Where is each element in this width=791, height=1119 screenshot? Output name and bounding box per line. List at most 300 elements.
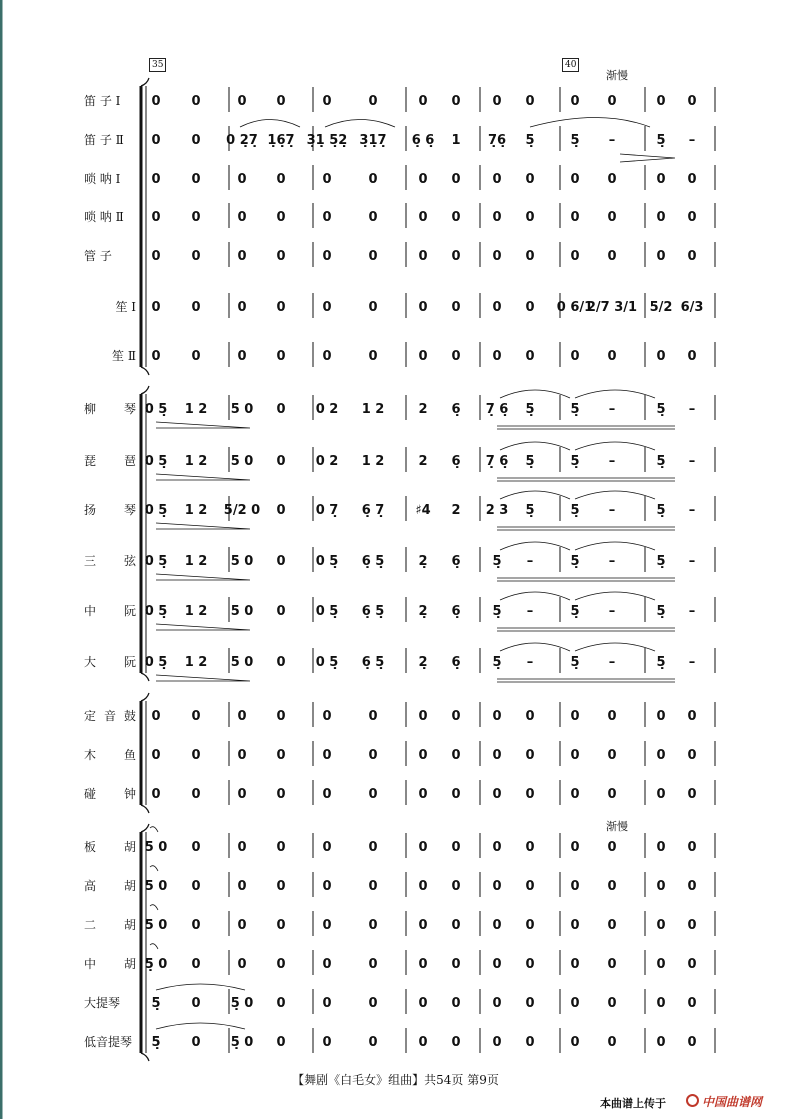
note-cell: 0 bbox=[191, 918, 201, 933]
note-cell: 0 bbox=[368, 94, 378, 109]
note-cell: 0 bbox=[276, 300, 286, 315]
note-cell: 5 0 bbox=[230, 604, 254, 619]
note-cell: 0 bbox=[368, 957, 378, 972]
note-cell: 5̣ bbox=[656, 503, 666, 518]
note-cell: 5̣ 0 bbox=[230, 1035, 254, 1050]
note-cell: 0 bbox=[451, 840, 461, 855]
note-cell: 0 bbox=[237, 349, 247, 364]
note-cell: 3̣1̣ 5̣2̣ bbox=[306, 133, 348, 148]
note-cell: – bbox=[608, 554, 616, 569]
note-cell: 0 6/1 bbox=[556, 300, 594, 315]
note-cell: 5 0 bbox=[144, 840, 168, 855]
note-cell: 0 bbox=[276, 210, 286, 225]
note-cell: 0 bbox=[237, 957, 247, 972]
note-cell: 6̣ bbox=[451, 454, 461, 469]
note-cell: 0 bbox=[570, 748, 580, 763]
note-cell: 5̣ bbox=[570, 503, 580, 518]
note-cell: 0 bbox=[151, 172, 161, 187]
note-cell: 0 bbox=[607, 210, 617, 225]
note-cell: 0 bbox=[151, 349, 161, 364]
note-cell: 0 bbox=[687, 1035, 697, 1050]
note-cell: 0 bbox=[276, 787, 286, 802]
note-cell: 0 bbox=[492, 210, 502, 225]
note-cell: 5̣ bbox=[570, 554, 580, 569]
note-cell: 0 bbox=[368, 748, 378, 763]
measure-number-35: 35 bbox=[149, 58, 166, 72]
instrument-name: 笛 子 Ⅰ bbox=[84, 94, 121, 108]
note-cell: 0 bbox=[687, 172, 697, 187]
note-cell: 0 bbox=[237, 94, 247, 109]
note-cell: 0 bbox=[418, 94, 428, 109]
note-cell: 0 bbox=[368, 879, 378, 894]
instrument-name: 碰 钟 bbox=[84, 787, 136, 801]
note-cell: 0 bbox=[151, 748, 161, 763]
note-cell: 0 bbox=[525, 840, 535, 855]
instrument-name: 笛 子 Ⅱ bbox=[84, 133, 124, 147]
note-cell: 0 bbox=[322, 300, 332, 315]
note-cell: 0 bbox=[656, 879, 666, 894]
note-cell: 0 bbox=[656, 787, 666, 802]
note-cell: 0 bbox=[191, 210, 201, 225]
note-cell: 0 bbox=[570, 918, 580, 933]
tie-arc bbox=[156, 984, 245, 990]
note-cell: 0 bbox=[191, 172, 201, 187]
decrescendo-hairpin bbox=[156, 574, 250, 580]
instrument-name: 中 胡 bbox=[84, 957, 136, 971]
note-cell: 0 bbox=[322, 787, 332, 802]
slur-arc bbox=[240, 120, 300, 128]
instrument-name: 唢 呐 Ⅱ bbox=[84, 210, 124, 224]
note-cell: 0 5̣ bbox=[144, 655, 168, 670]
note-cell: 0 bbox=[368, 709, 378, 724]
note-cell: 5̣ bbox=[656, 133, 666, 148]
note-cell: 0 bbox=[525, 172, 535, 187]
note-cell: 0 bbox=[492, 918, 502, 933]
note-cell: 5̣ bbox=[525, 454, 535, 469]
note-cell: 0 bbox=[191, 300, 201, 315]
note-cell: – bbox=[608, 402, 616, 417]
note-cell: 5̣ bbox=[656, 454, 666, 469]
note-cell: 0 bbox=[687, 840, 697, 855]
note-cell: 0 bbox=[237, 840, 247, 855]
note-cell: 0 bbox=[607, 709, 617, 724]
instrument-name: 唢 呐 Ⅰ bbox=[84, 172, 121, 186]
note-cell: 0 bbox=[492, 957, 502, 972]
note-cell: 1 2 bbox=[184, 554, 208, 569]
note-cell: 0 bbox=[525, 879, 535, 894]
note-cell: 6̣ bbox=[451, 655, 461, 670]
note-cell: 0 bbox=[656, 840, 666, 855]
note-cell: 2̣ bbox=[418, 554, 428, 569]
note-cell: 0 bbox=[492, 787, 502, 802]
sustain-lines bbox=[497, 679, 675, 682]
note-cell: 0 bbox=[687, 349, 697, 364]
note-cell: 0 bbox=[322, 748, 332, 763]
note-cell: 0 bbox=[607, 94, 617, 109]
note-cell: 1 2 bbox=[361, 454, 385, 469]
note-cell: 0 bbox=[368, 300, 378, 315]
note-cell: 0 bbox=[276, 454, 286, 469]
note-cell: 0 bbox=[151, 210, 161, 225]
bracket-hook bbox=[141, 386, 149, 394]
note-cell: 5̣ bbox=[656, 604, 666, 619]
note-cell: 0 bbox=[492, 300, 502, 315]
note-cell: 0 bbox=[607, 172, 617, 187]
note-cell: 0 bbox=[276, 503, 286, 518]
note-cell: 0 bbox=[525, 1035, 535, 1050]
note-cell: 0 bbox=[656, 172, 666, 187]
note-cell: 0 bbox=[322, 957, 332, 972]
note-cell: 0 bbox=[276, 918, 286, 933]
note-cell: 7̣ 6̣ bbox=[485, 454, 509, 469]
tie-arc bbox=[575, 542, 655, 550]
note-cell: 0 bbox=[656, 94, 666, 109]
note-cell: 1 2 bbox=[184, 604, 208, 619]
note-cell: – bbox=[526, 554, 534, 569]
note-cell: 0 bbox=[687, 748, 697, 763]
note-cell: 5̣ bbox=[570, 655, 580, 670]
tie-arc bbox=[575, 491, 655, 499]
instrument-name: 木 鱼 bbox=[84, 748, 136, 762]
tie-arc bbox=[575, 592, 655, 600]
note-cell: 0 2 bbox=[315, 402, 339, 417]
note-cell: 5̣ bbox=[525, 133, 535, 148]
note-cell: – bbox=[608, 655, 616, 670]
site-logo-text: 中国曲谱网 bbox=[702, 1095, 763, 1109]
decrescendo-hairpin bbox=[156, 523, 250, 529]
note-cell: 0 bbox=[451, 172, 461, 187]
note-cell: – bbox=[608, 503, 616, 518]
note-cell: 0 5̣ bbox=[315, 655, 339, 670]
tempo-mark-ritardando: 渐慢 bbox=[606, 69, 628, 82]
note-cell: 2̣ bbox=[418, 604, 428, 619]
note-cell: 0 bbox=[570, 172, 580, 187]
note-cell: – bbox=[526, 655, 534, 670]
note-cell: 0 bbox=[418, 249, 428, 264]
note-cell: 0 bbox=[570, 94, 580, 109]
instrument-name: 扬 琴 bbox=[84, 503, 136, 517]
note-cell: 0 bbox=[418, 349, 428, 364]
note-cell: 0 bbox=[656, 249, 666, 264]
note-cell: 1 bbox=[451, 133, 461, 148]
note-cell: 0 bbox=[368, 996, 378, 1011]
note-cell: 0 bbox=[322, 840, 332, 855]
note-cell: 7̣6̣ bbox=[487, 133, 507, 148]
note-cell: 0 bbox=[276, 996, 286, 1011]
note-cell: 0 bbox=[322, 996, 332, 1011]
note-cell: 0 bbox=[322, 709, 332, 724]
note-cell: 0 bbox=[191, 787, 201, 802]
slur-arc bbox=[325, 120, 395, 128]
note-cell: 0 bbox=[451, 879, 461, 894]
grace-slur bbox=[150, 827, 158, 832]
note-cell: 2 bbox=[418, 402, 428, 417]
note-cell: 0 5̣ bbox=[144, 604, 168, 619]
note-cell: 0 bbox=[276, 249, 286, 264]
note-cell: 6̣ bbox=[451, 604, 461, 619]
note-cell: 5̣ bbox=[151, 996, 161, 1011]
note-cell: 0 bbox=[322, 249, 332, 264]
note-cell: 0 7̣ bbox=[315, 503, 339, 518]
note-cell: 5̣ bbox=[525, 503, 535, 518]
instrument-name: 高 胡 bbox=[84, 879, 136, 893]
note-cell: 0 bbox=[368, 172, 378, 187]
note-cell: 5 0 bbox=[230, 655, 254, 670]
note-cell: 0 bbox=[570, 349, 580, 364]
note-cell: 6̣ 5̣ bbox=[361, 604, 385, 619]
note-cell: 0 bbox=[237, 172, 247, 187]
note-cell: 6̣ 6̣ bbox=[411, 133, 435, 148]
instrument-name: 板 胡 bbox=[84, 840, 136, 854]
note-cell: 0 bbox=[418, 709, 428, 724]
upload-notice: 本曲谱上传于 bbox=[600, 1097, 666, 1110]
note-cell: 0 bbox=[237, 300, 247, 315]
note-cell: 0 bbox=[607, 748, 617, 763]
note-cell: 5̣ bbox=[656, 554, 666, 569]
note-cell: 0 bbox=[322, 879, 332, 894]
note-cell: 0 bbox=[525, 748, 535, 763]
tempo-mark-ritardando-strings: 渐慢 bbox=[606, 820, 628, 833]
site-logo-icon bbox=[686, 1094, 699, 1107]
note-cell: 0 bbox=[322, 1035, 332, 1050]
note-cell: 0 bbox=[607, 249, 617, 264]
instrument-name: 二 胡 bbox=[84, 918, 136, 932]
tie-arc bbox=[575, 390, 655, 398]
note-cell: 5̣ bbox=[656, 402, 666, 417]
bracket-hook bbox=[141, 805, 149, 813]
note-cell: 0 bbox=[237, 210, 247, 225]
note-cell: 0 bbox=[322, 349, 332, 364]
note-cell: 0 bbox=[418, 996, 428, 1011]
instrument-name: 大提琴 bbox=[84, 996, 121, 1010]
decrescendo-hairpin bbox=[156, 474, 250, 480]
note-cell: 0 bbox=[368, 1035, 378, 1050]
note-cell: 6̣ 5̣ bbox=[361, 655, 385, 670]
note-cell: – bbox=[608, 604, 616, 619]
note-cell: 0 bbox=[368, 918, 378, 933]
note-cell: 0 bbox=[276, 172, 286, 187]
note-cell: 0 bbox=[191, 249, 201, 264]
note-cell: 0 5̣ bbox=[315, 604, 339, 619]
note-cell: – bbox=[688, 503, 696, 518]
note-cell: 0 bbox=[607, 840, 617, 855]
site-logo bbox=[686, 1093, 782, 1109]
note-cell: 0 bbox=[492, 748, 502, 763]
note-cell: – bbox=[688, 454, 696, 469]
note-cell: 0 bbox=[607, 1035, 617, 1050]
note-cell: 0 bbox=[276, 402, 286, 417]
grace-slur bbox=[150, 944, 158, 949]
note-cell: 0 bbox=[191, 1035, 201, 1050]
note-cell: 0 bbox=[418, 1035, 428, 1050]
note-cell: 0 bbox=[525, 94, 535, 109]
note-cell: 0 bbox=[368, 210, 378, 225]
note-cell: 0 bbox=[322, 210, 332, 225]
note-cell: 0 bbox=[276, 709, 286, 724]
note-cell: 5 0 bbox=[144, 879, 168, 894]
note-cell: 5̣ bbox=[492, 655, 502, 670]
note-cell: 0 bbox=[451, 748, 461, 763]
note-cell: 0 bbox=[525, 249, 535, 264]
note-cell: 0 bbox=[570, 709, 580, 724]
note-cell: 0 bbox=[451, 957, 461, 972]
note-cell: 6̣ bbox=[451, 402, 461, 417]
note-cell: 0 bbox=[687, 249, 697, 264]
instrument-name: 中 阮 bbox=[84, 604, 136, 618]
note-cell: – bbox=[688, 604, 696, 619]
note-cell: 0 5̣ bbox=[144, 503, 168, 518]
note-cell: 0 bbox=[492, 172, 502, 187]
note-cell: 0 bbox=[191, 709, 201, 724]
note-cell: 0 bbox=[151, 787, 161, 802]
note-cell: 5 0 bbox=[144, 918, 168, 933]
note-cell: 0 bbox=[368, 249, 378, 264]
note-cell: ♯4 bbox=[415, 503, 431, 518]
note-cell: 0 bbox=[418, 918, 428, 933]
note-cell: 0 bbox=[418, 300, 428, 315]
instrument-name: 定 音 鼓 bbox=[84, 709, 136, 723]
note-cell: 5̣ bbox=[656, 655, 666, 670]
note-cell: 5 0 bbox=[230, 554, 254, 569]
note-cell: 0 bbox=[276, 349, 286, 364]
note-cell: 0 bbox=[687, 957, 697, 972]
note-cell: 0 bbox=[191, 133, 201, 148]
note-cell: – bbox=[688, 655, 696, 670]
note-cell: 0 bbox=[492, 94, 502, 109]
note-cell: 0 bbox=[451, 709, 461, 724]
decrescendo-hairpin bbox=[156, 675, 250, 681]
note-cell: 0 bbox=[237, 709, 247, 724]
instrument-name: 管 子 bbox=[84, 249, 112, 263]
note-cell: 0 bbox=[570, 787, 580, 802]
note-cell: 0 bbox=[687, 210, 697, 225]
note-cell: 0 bbox=[451, 94, 461, 109]
note-cell: 0 bbox=[276, 748, 286, 763]
note-cell: 0 bbox=[525, 918, 535, 933]
note-cell: 0 bbox=[492, 879, 502, 894]
note-cell: 0 bbox=[191, 349, 201, 364]
note-cell: 1 2 bbox=[361, 402, 385, 417]
note-cell: 5 0 bbox=[230, 402, 254, 417]
note-cell: 0 bbox=[570, 879, 580, 894]
page-footer-title: 【舞剧《白毛女》组曲】共54页 第9页 bbox=[292, 1073, 499, 1087]
bracket-hook bbox=[141, 1053, 149, 1061]
note-cell: 0 bbox=[191, 957, 201, 972]
note-cell: 0 bbox=[418, 840, 428, 855]
note-cell: 0 bbox=[276, 957, 286, 972]
note-cell: 0 bbox=[151, 300, 161, 315]
note-cell: 0 2 bbox=[315, 454, 339, 469]
note-cell: 0 bbox=[451, 349, 461, 364]
note-cell: 0 bbox=[656, 748, 666, 763]
note-cell: 2 bbox=[451, 503, 461, 518]
note-cell: 5/2 0 bbox=[223, 503, 261, 518]
note-cell: 0 bbox=[151, 249, 161, 264]
note-cell: 0 bbox=[418, 210, 428, 225]
measure-number-40: 40 bbox=[562, 58, 579, 72]
note-cell: 0 bbox=[276, 840, 286, 855]
note-cell: 0 bbox=[607, 787, 617, 802]
note-cell: 0 bbox=[418, 879, 428, 894]
note-cell: 0 bbox=[368, 840, 378, 855]
note-cell: 0 bbox=[492, 996, 502, 1011]
note-cell: 0 bbox=[570, 249, 580, 264]
note-cell: 5̣ bbox=[570, 454, 580, 469]
note-cell: 0 2̣7̣ bbox=[226, 133, 258, 148]
note-cell: 0 bbox=[451, 210, 461, 225]
tie-arc bbox=[530, 118, 650, 128]
note-cell: 0 bbox=[492, 709, 502, 724]
note-cell: 1 2 bbox=[184, 402, 208, 417]
note-cell: 0 bbox=[687, 996, 697, 1011]
instrument-name: 柳 琴 bbox=[84, 402, 136, 416]
sustain-lines bbox=[497, 527, 675, 530]
note-cell: 5̣ bbox=[492, 604, 502, 619]
note-cell: – bbox=[526, 604, 534, 619]
note-cell: 6̣ 7̣ bbox=[361, 503, 385, 518]
grace-slur bbox=[150, 905, 158, 910]
note-cell: 6/3 bbox=[680, 300, 704, 315]
note-cell: 0 bbox=[525, 957, 535, 972]
instrument-name: 三 弦 bbox=[84, 554, 136, 568]
note-cell: 0 bbox=[191, 840, 201, 855]
note-cell: 6̣ 5̣ bbox=[361, 554, 385, 569]
note-cell: 6̣ bbox=[451, 554, 461, 569]
note-cell: 0 5̣ bbox=[144, 402, 168, 417]
note-cell: 5̣ 0 bbox=[230, 996, 254, 1011]
note-cell: 0 bbox=[276, 604, 286, 619]
note-cell: 1 2 bbox=[184, 454, 208, 469]
bracket-hook bbox=[141, 673, 149, 681]
bracket-hook bbox=[141, 367, 149, 375]
crescendo-hairpin bbox=[620, 154, 675, 162]
note-cell: 0 bbox=[607, 879, 617, 894]
note-cell: 0 bbox=[368, 349, 378, 364]
note-cell: 0 bbox=[151, 133, 161, 148]
tie-arc bbox=[575, 442, 655, 450]
instrument-name: 笙 Ⅱ bbox=[112, 349, 136, 363]
note-cell: 0 bbox=[687, 94, 697, 109]
sustain-lines bbox=[497, 426, 675, 429]
note-cell: 0 bbox=[276, 655, 286, 670]
note-cell: 1̣6̣7̣ bbox=[267, 133, 295, 148]
grace-slur bbox=[150, 866, 158, 871]
note-cell: 0 bbox=[418, 787, 428, 802]
note-cell: 0 bbox=[570, 957, 580, 972]
note-cell: 0 bbox=[492, 349, 502, 364]
note-cell: 0 bbox=[237, 787, 247, 802]
note-cell: 0 5̣ bbox=[144, 454, 168, 469]
sustain-lines bbox=[497, 478, 675, 481]
note-cell: 0 bbox=[570, 1035, 580, 1050]
note-cell: 0 bbox=[322, 172, 332, 187]
note-cell: 0 bbox=[368, 787, 378, 802]
decrescendo-hairpin bbox=[156, 422, 250, 428]
instrument-name: 琵 琶 bbox=[84, 454, 136, 468]
note-cell: 2̣ bbox=[418, 655, 428, 670]
note-cell: 0 bbox=[525, 709, 535, 724]
note-cell: 0 bbox=[607, 349, 617, 364]
note-cell: 0 bbox=[151, 94, 161, 109]
note-cell: 0 bbox=[451, 249, 461, 264]
note-cell: 0 bbox=[276, 879, 286, 894]
note-cell: 3̣1̣7̣ bbox=[359, 133, 387, 148]
sustain-lines bbox=[497, 628, 675, 631]
note-cell: – bbox=[688, 554, 696, 569]
note-cell: 2 bbox=[418, 454, 428, 469]
note-cell: 0 bbox=[687, 709, 697, 724]
note-cell: 0 bbox=[237, 918, 247, 933]
